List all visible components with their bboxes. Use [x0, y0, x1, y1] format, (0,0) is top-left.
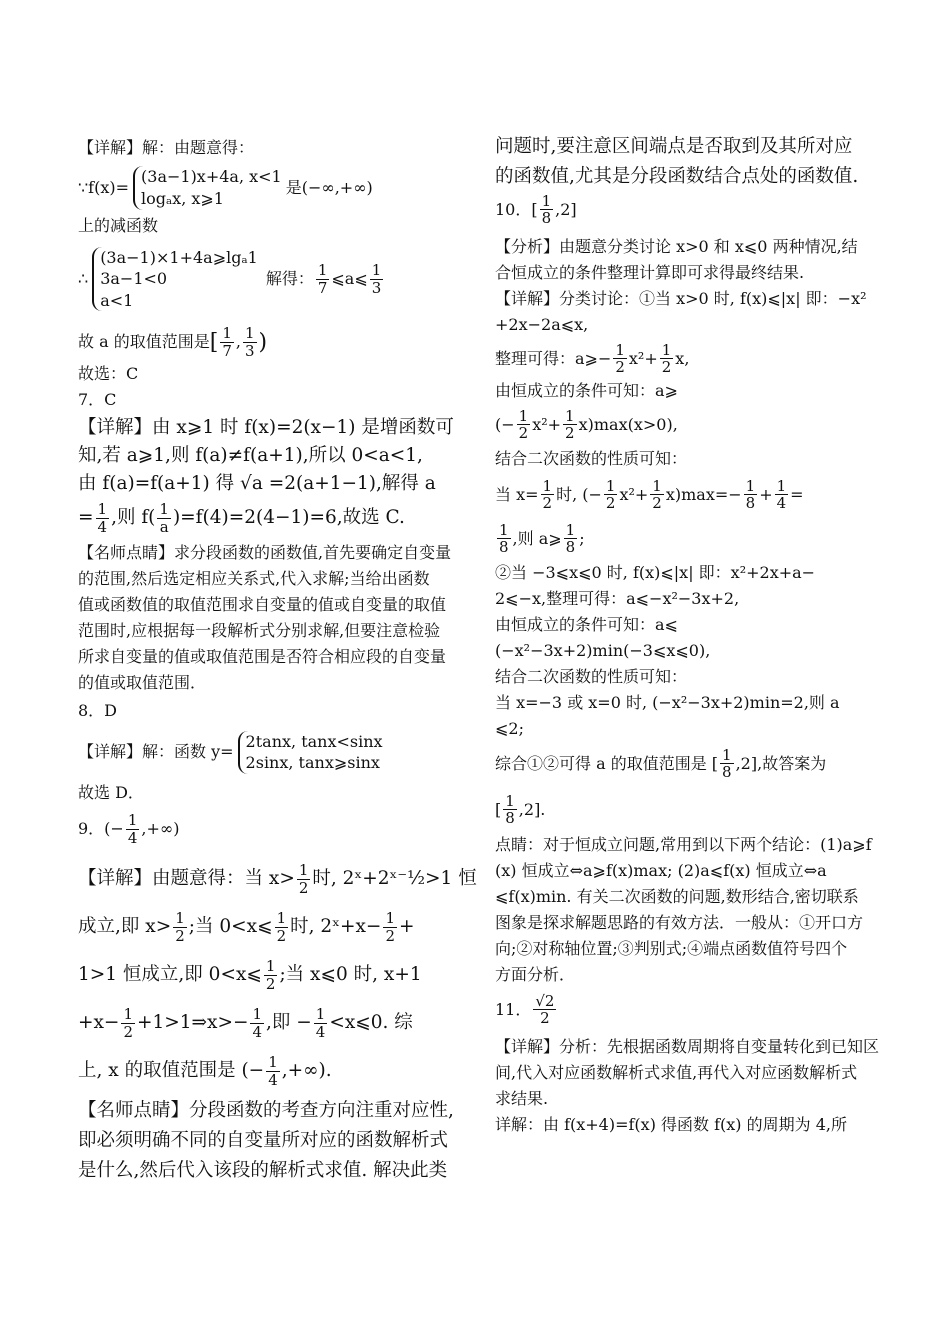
fraction: $\frac{1}{8}$ [499, 520, 509, 556]
text-fragment: 整理可得：a⩾− [495, 348, 612, 368]
fraction: $\frac{1}{7}$ [222, 324, 232, 360]
text-line [78, 497, 463, 539]
text-line: 点睛：对于恒成立问题,常用到以下两个结论：(1)a⩾f [495, 834, 872, 854]
text-line: 【详解】解：由题意得： [78, 138, 255, 157]
text-line: 合恒成立的条件整理计算即可求得最终结果. [495, 262, 805, 282]
right-column [495, 133, 880, 1134]
fraction: $\frac{1}{4}$ [776, 476, 787, 512]
fraction: $\frac{1}{2}$ [518, 406, 529, 442]
text-line: 的函数值,尤其是分段函数结合点处的函数值. [495, 165, 859, 187]
piecewise-case: 2tanx, tanx<sinx [245, 731, 383, 751]
piecewise-brace [238, 731, 383, 774]
text-fragment: 是(−∞,+∞) [285, 178, 373, 197]
text-fragment: 时, (− [556, 484, 602, 504]
text-fragment: ,2],故答案为 [735, 753, 827, 773]
text-fragment: x)max=− [665, 484, 742, 504]
question-number: 8．D [78, 701, 118, 721]
text-fragment: ,+∞) [141, 819, 180, 839]
text-fragment: ;当 x⩽0 时, x+1 [279, 964, 422, 986]
fraction: $\frac{1}{a}$ [159, 500, 169, 536]
fraction: $\frac{1}{4}$ [315, 1005, 326, 1041]
text-fragment: +x− [78, 1012, 120, 1034]
text-line: ②当 −3⩽x⩽0 时, f(x)⩽|x| 即：x²+2x+a− [495, 562, 816, 582]
text-fragment: + [759, 484, 773, 504]
text-line: +2x−2a⩽x, [495, 314, 589, 334]
text-fragment: 故 a 的取值范围是 [78, 332, 210, 351]
text-fragment: 上, x 的取值范围是 (− [78, 1060, 265, 1082]
system-row: a<1 [100, 290, 134, 310]
text-line [495, 517, 880, 561]
fraction: $\frac{1}{2}$ [565, 406, 575, 442]
fraction: $\frac{1}{4}$ [97, 500, 108, 536]
text-line: 故选 D． [78, 783, 144, 803]
fraction: $\frac{1}{2}$ [605, 476, 616, 512]
piecewise-brace [133, 166, 282, 209]
text-fragment: x²+ [619, 484, 649, 504]
text-fragment: 10．[ [495, 199, 538, 219]
fraction: $\frac{1}{2}$ [265, 957, 276, 993]
text-line: ⩽f(x)min. 有关二次函数的问题,数形结合,密切联系 [495, 886, 859, 906]
text-fragment: ,2] [555, 199, 577, 219]
piecewise-function-line [78, 723, 463, 781]
text-line: 图象是探求解题思路的有效方法．一般从：①开口方 [495, 912, 864, 932]
fraction: $\frac{1}{2}$ [652, 476, 662, 512]
fraction: $\frac{1}{2}$ [661, 340, 672, 376]
piecewise-function-line [78, 160, 463, 216]
text-fragment: +1>1⇒x>− [136, 1012, 249, 1034]
text-line: 的范围,然后选定相应关系式,代入求解;当给出函数 [78, 569, 430, 589]
fraction: $\frac{1}{2}$ [175, 909, 185, 945]
text-line: 问题时,要注意区间端点是否取到及其所对应 [495, 136, 853, 157]
fraction: $\frac{1}{2}$ [385, 909, 395, 945]
text-fragment: [ [495, 799, 502, 819]
text-line: 知,若 a⩾1,则 f(a)≠f(a+1),所以 0<a<1, [78, 444, 423, 466]
text-fragment: 1>1 恒成立,即 0<x⩽ [78, 964, 262, 986]
text-fragment: 当 x= [495, 484, 539, 504]
text-line: 是什么,然后代入该段的解析式求值. 解决此类 [78, 1159, 448, 1181]
text-fragment: 解得： [265, 269, 314, 288]
text-fragment: x, [675, 348, 690, 368]
fraction: $\frac{1}{8}$ [505, 791, 515, 827]
fraction: $\frac{1}{4}$ [127, 811, 138, 847]
text-fragment: 成立,即 x> [78, 916, 172, 938]
text-line: 故选：C [78, 364, 139, 383]
text-fragment: ∵f(x)= [78, 178, 130, 197]
question-number [495, 987, 880, 1033]
text-fragment: ∴ [78, 269, 89, 288]
text-fragment: 时, 2ˣ+2ˣ⁻½>1 恒 [312, 868, 477, 890]
fraction: $\frac{1}{4}$ [268, 1053, 278, 1089]
text-fragment: = [78, 507, 94, 529]
text-fragment: 时, 2ˣ+x− [290, 916, 382, 938]
text-line [495, 787, 880, 833]
text-fragment: , [235, 332, 241, 351]
text-line [495, 337, 880, 381]
text-fragment: ,+∞). [281, 1060, 332, 1082]
text-line: 的值或取值范围． [78, 673, 207, 693]
text-fragment: + [398, 916, 415, 938]
text-fragment: ,则 a⩾ [512, 528, 562, 548]
text-fragment: x²+ [628, 348, 658, 368]
fraction: $\frac{1}{8}$ [745, 476, 756, 512]
piecewise-case: logₐx, x⩾1 [141, 189, 224, 208]
text-line: 由恒成立的条件可知：a⩽ [495, 614, 678, 634]
text-line: 详解：由 f(x+4)=f(x) 得函数 f(x) 的周期为 4,所 [495, 1114, 847, 1134]
question-number: 7．C [78, 390, 117, 409]
text-line: 当 x=−3 或 x=0 时, (−x²−3x+2)min=2,则 a [495, 692, 840, 712]
text-line: 2⩽−x,整理可得：a⩽−x²−3x+2, [495, 588, 740, 608]
text-line: 所求自变量的值或取值范围是否符合相应段的自变量 [78, 647, 447, 667]
text-line [495, 741, 880, 787]
text-line [78, 953, 463, 997]
text-line: 结合二次函数的性质可知： [495, 666, 688, 686]
text-fragment: ,即 − [266, 1012, 312, 1034]
fraction: $\frac{1}{8}$ [565, 520, 576, 556]
piecewise-case: 2sinx, tanx⩾sinx [245, 753, 380, 773]
text-line: 【详解】分析：先根据函数周期将自变量转化到已知区 [495, 1036, 880, 1056]
text-fragment: 【详解】由题意得：当 x> [78, 868, 295, 890]
text-line [78, 1001, 463, 1045]
fraction: $\frac{1}{2}$ [542, 476, 553, 512]
fraction: $\frac{1}{7}$ [317, 261, 328, 297]
text-fragment: 11． [495, 999, 532, 1019]
text-line: 值或函数值的取值范围求自变量的值或自变量的取值 [78, 595, 447, 615]
text-fragment: )=f(4)=2(4−1)=6,故选 C. [172, 507, 405, 529]
text-line: 【名师点睛】分段函数的考查方向注重对应性, [78, 1100, 454, 1122]
text-line [495, 403, 880, 447]
text-line: (−x²−3x+2)min(−3⩽x⩽0), [495, 640, 711, 660]
fraction: $\frac{1}{3}$ [244, 324, 255, 360]
text-line: 【详解】分类讨论：①当 x>0 时, f(x)⩽|x| 即：−x² [495, 288, 867, 308]
text-fragment: <x⩽0. 综 [329, 1012, 413, 1034]
text-fragment: 【详解】解：函数 y= [78, 742, 234, 762]
text-line [78, 1049, 463, 1093]
text-line: 上的减函数 [78, 216, 159, 235]
question-number [78, 807, 463, 851]
fraction: $\frac{1}{2}$ [123, 1005, 133, 1041]
bracket: ) [258, 329, 268, 355]
text-fragment: ; [579, 528, 585, 548]
fraction: $\frac{√2}{2}$ [535, 991, 555, 1027]
inequality-system-line [78, 238, 463, 320]
text-fragment: 9．(− [78, 819, 124, 839]
text-fragment: x)max(x>0), [578, 414, 678, 434]
text-line: 即必须明确不同的自变量所对应的函数解析式 [78, 1130, 449, 1151]
question-number [495, 189, 880, 231]
text-line: 方面分析． [495, 964, 576, 984]
bracket: [ [209, 329, 219, 355]
text-line: 由恒成立的条件可知：a⩾ [495, 380, 678, 400]
text-line: 范围时,应根据每一段解析式分别求解,但要注意检验 [78, 621, 441, 641]
fraction: $\frac{1}{2}$ [276, 909, 287, 945]
text-fragment: ⩽a⩽ [331, 269, 368, 288]
text-line: 结合二次函数的性质可知： [495, 448, 688, 468]
fraction: $\frac{1}{4}$ [252, 1005, 263, 1041]
text-fragment: ,2]. [518, 799, 546, 819]
fraction: $\frac{1}{8}$ [722, 745, 732, 781]
text-line [495, 473, 880, 517]
fraction: $\frac{1}{2}$ [615, 340, 625, 376]
text-line [78, 857, 477, 901]
system-row: 3a−1<0 [100, 269, 168, 289]
text-line: 由 f(a)=f(a+1) 得 √a =2(a+1−1),解得 a [78, 472, 436, 494]
text-line: (x) 恒成立⇔a⩾f(x)max; (2)a⩽f(x) 恒成立⇔a [495, 860, 827, 880]
text-fragment: ,则 f( [111, 507, 156, 529]
system-row: (3a−1)×1+4a⩾lgₐ1 [100, 247, 258, 267]
text-line [78, 905, 463, 949]
fraction: $\frac{1}{3}$ [371, 261, 382, 297]
text-fragment: ;当 0<x⩽ [188, 916, 273, 938]
text-line: 求结果. [495, 1088, 549, 1108]
text-line: 【详解】由 x⩾1 时 f(x)=2(x−1) 是增函数可 [78, 417, 454, 438]
text-fragment: x²+ [532, 414, 562, 434]
text-line: 间,代入对应函数解析式求值,再代入对应函数解析式 [495, 1062, 858, 1082]
text-fragment: = [790, 484, 804, 504]
fraction: $\frac{1}{2}$ [298, 861, 309, 897]
range-answer-line [78, 320, 463, 364]
text-line: ⩽2; [495, 718, 524, 738]
piecewise-case: (3a−1)x+4a, x<1 [141, 167, 282, 187]
left-column [78, 130, 477, 1181]
system-brace [92, 247, 258, 312]
text-fragment: (− [495, 414, 515, 434]
text-fragment: 综合①②可得 a 的取值范围是 [ [495, 753, 719, 773]
text-line: 向;②对称轴位置;③判别式;④端点函数值符号四个 [495, 938, 848, 958]
fraction: $\frac{1}{8}$ [541, 191, 552, 227]
text-line: 【分析】由题意分类讨论 x>0 和 x⩽0 两种情况,结 [495, 236, 858, 256]
text-line: 【名师点睛】求分段函数的函数值,首先要确定自变量 [78, 543, 452, 563]
